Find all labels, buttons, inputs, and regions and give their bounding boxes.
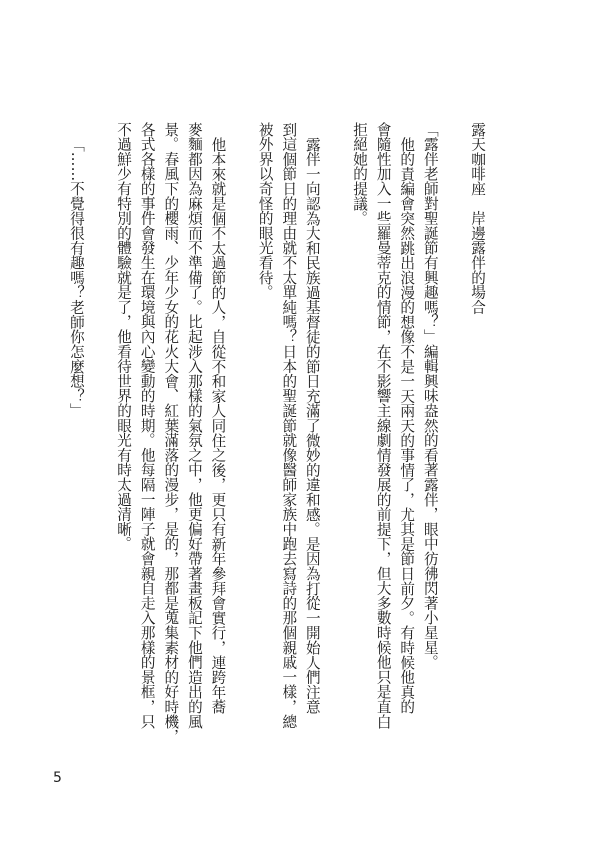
text-line: 他本來就是個不太過節的人，自從不和家人同住之後，更只有新年參拜會實行，連跨年蕎 [209, 136, 227, 714]
text-line: 被外界以奇怪的眼光看待。 [256, 122, 274, 300]
text-line: 露伴一向認為大和民族過基督徒的節日充滿了微妙的違和感。是因為打從一開始人們注意 [303, 136, 321, 714]
text-line: 麥麵都因為麻煩而不準備了。比起涉入那樣的氣氛之中，他更偏好帶著畫板記下他們造出的風 [185, 122, 203, 729]
paragraph-gap [229, 122, 253, 762]
text-line: 不過鮮少有特別的體驗就是了，他看待世界的眼光有時太過清晰。 [115, 122, 133, 552]
title-gap [442, 122, 466, 762]
text-line: 他的責編會突然跳出浪漫的想像不是一天兩天的事情了，尤其是節日前夕。有時候他真的 [398, 136, 416, 714]
text-line: 會隨性加入一些羅曼蒂克的情節，在不影響主線劇情發展的前提下，但大多數時候他只是直白 [374, 122, 392, 729]
text-line: 各式各樣的事件會發生在環境與內心變動的時期。他每隔一陣子就會親自走入那樣的景框，只 [138, 122, 156, 729]
text-line: 拒絕她的提議。 [351, 122, 369, 226]
text-line: 「露伴老師對聖誕節有興趣嗎？」編輯興味盎然的看著露伴，眼中彷彿閃著小星星。 [421, 122, 439, 670]
text-line: 景。春風下的櫻雨、少年少女的花火大會、紅葉滿落的漫步，是的，那都是蒐集素材的好時機， [162, 122, 180, 744]
vertical-text-block [67, 122, 489, 762]
page-number: 5 [53, 770, 62, 786]
paragraph-gap [324, 122, 348, 762]
chapter-title: 露天咖啡座 岸邊露伴的場合 [469, 122, 486, 315]
text-line: 「……不覺得很有趣嗎？老師你怎麼想？」 [67, 136, 85, 418]
paragraph-gap [88, 122, 112, 762]
text-line: 到這個節日的理由就不太單純嗎？日本的聖誕節就像醫師家族中跑去寫詩的那個親戚一樣，總 [280, 122, 298, 729]
